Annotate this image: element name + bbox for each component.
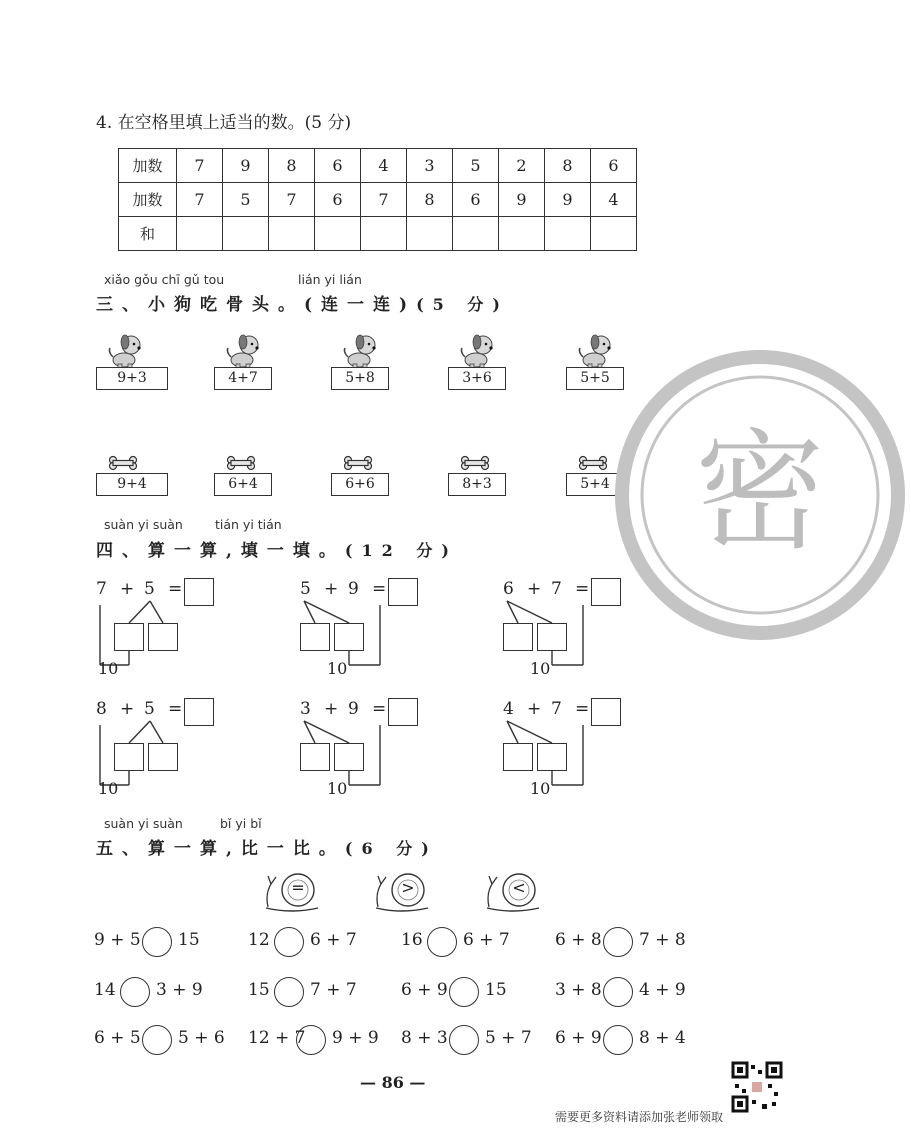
- plus-sign: +: [120, 579, 135, 599]
- compare-circle[interactable]: [142, 1025, 172, 1055]
- snail-sign: =: [291, 878, 305, 897]
- compare-circle[interactable]: [427, 927, 457, 957]
- compare-right: 15: [485, 980, 507, 1000]
- addend-b: 9: [348, 579, 359, 599]
- addend-b: 7: [551, 699, 562, 719]
- bone-expression[interactable]: 9+4: [96, 473, 168, 496]
- addend2-cell: 5: [223, 183, 269, 217]
- compare-circle[interactable]: [142, 927, 172, 957]
- addend-a: 8: [96, 699, 107, 719]
- sec5-title: 五、算一算,比一比。: [96, 839, 345, 859]
- addend2-cell: 9: [545, 183, 591, 217]
- dog-expression[interactable]: 3+6: [448, 367, 506, 390]
- bone-expression[interactable]: 6+6: [331, 473, 389, 496]
- sec5-heading: [96, 834, 438, 859]
- compare-left: 8 + 3: [401, 1028, 448, 1048]
- compare-left: 6 + 9: [555, 1028, 602, 1048]
- page-number: — 86 —: [360, 1073, 426, 1092]
- addend1-cell: 2: [499, 149, 545, 183]
- compare-left: 3 + 8: [555, 980, 602, 1000]
- plus-sign: +: [324, 699, 339, 719]
- dog-expression[interactable]: 5+8: [331, 367, 389, 390]
- qr-code-icon: [732, 1062, 782, 1112]
- compare-circle[interactable]: [603, 977, 633, 1007]
- addend2-cell: 4: [591, 183, 637, 217]
- compare-left: 9 + 5: [94, 930, 141, 950]
- compare-circle[interactable]: [449, 977, 479, 1007]
- addend-a: 5: [300, 579, 311, 599]
- addend1-cell: 3: [407, 149, 453, 183]
- compare-right: 6 + 7: [310, 930, 357, 950]
- addend-b: 7: [551, 579, 562, 599]
- compare-left: 12 + 7: [248, 1028, 306, 1048]
- addend2-cell: 8: [407, 183, 453, 217]
- bone-expression[interactable]: 5+4: [566, 473, 624, 496]
- compare-circle[interactable]: [449, 1025, 479, 1055]
- addend1-cell: 7: [177, 149, 223, 183]
- ten-label: 10: [98, 779, 119, 798]
- addend-a: 3: [300, 699, 311, 719]
- sec4-pinyin-b: tián yi tián: [215, 517, 282, 532]
- addend1-cell: 9: [223, 149, 269, 183]
- sec3-score: (5 分): [416, 295, 509, 314]
- row-label-addend: 加数: [119, 183, 177, 217]
- sec3-pinyin-a: xiǎo gǒu chī gǔ tou: [104, 272, 225, 287]
- compare-left: 6 + 9: [401, 980, 448, 1000]
- addend-b: 5: [144, 579, 155, 599]
- addend1-cell: 8: [269, 149, 315, 183]
- equals-sign: =: [372, 579, 387, 599]
- compare-right: 5 + 6: [178, 1028, 225, 1048]
- addend2-cell: 6: [315, 183, 361, 217]
- compare-right: 9 + 9: [332, 1028, 379, 1048]
- compare-circle[interactable]: [274, 977, 304, 1007]
- addend-b: 9: [348, 699, 359, 719]
- compare-right: 8 + 4: [639, 1028, 686, 1048]
- snail-sign: >: [401, 878, 415, 897]
- sec5-score: (6 分): [344, 839, 438, 858]
- compare-right: 4 + 9: [639, 980, 686, 1000]
- snail-sign: <: [512, 878, 526, 897]
- ten-label: 10: [530, 659, 551, 678]
- footer-note: 需要更多资料请添加张老师领取: [555, 1110, 724, 1124]
- addend-a: 7: [96, 579, 107, 599]
- compare-circle[interactable]: [296, 1025, 326, 1055]
- dog-expression[interactable]: 9+3: [96, 367, 168, 390]
- compare-circle[interactable]: [603, 927, 633, 957]
- equals-sign: =: [575, 699, 590, 719]
- compare-left: 12: [248, 930, 270, 950]
- addend2-cell: 6: [453, 183, 499, 217]
- sec3-title: 三、小狗吃骨头。(连一连): [96, 295, 417, 315]
- dog-expression[interactable]: 4+7: [214, 367, 272, 390]
- compare-left: 6 + 5: [94, 1028, 141, 1048]
- plus-sign: +: [324, 579, 339, 599]
- plus-sign: +: [527, 579, 542, 599]
- addend2-cell: 7: [361, 183, 407, 217]
- sec4-title: 四、算一算,填一填。: [96, 541, 345, 561]
- ten-label: 10: [530, 779, 551, 798]
- addend-a: 4: [503, 699, 514, 719]
- addend1-cell: 4: [361, 149, 407, 183]
- compare-circle[interactable]: [274, 927, 304, 957]
- sec4-score: (12 分): [344, 541, 458, 560]
- row-label-addend: 加数: [119, 149, 177, 183]
- addend2-cell: 7: [269, 183, 315, 217]
- equals-sign: =: [168, 699, 183, 719]
- compare-right: 6 + 7: [463, 930, 510, 950]
- q4-title: 4. 在空格里填上适当的数。(5 分): [96, 113, 352, 133]
- compare-left: 14: [94, 980, 116, 1000]
- snail-icon: [262, 868, 322, 914]
- equals-sign: =: [372, 699, 387, 719]
- compare-left: 15: [248, 980, 270, 1000]
- addend1-cell: 5: [453, 149, 499, 183]
- addend1-cell: 6: [315, 149, 361, 183]
- ten-label: 10: [327, 659, 348, 678]
- equals-sign: =: [168, 579, 183, 599]
- dog-expression[interactable]: 5+5: [566, 367, 624, 390]
- ten-label: 10: [327, 779, 348, 798]
- sec4-pinyin-a: suàn yi suàn: [104, 517, 183, 532]
- compare-circle[interactable]: [603, 1025, 633, 1055]
- seal-char: 密: [694, 416, 826, 568]
- compare-right: 7 + 8: [639, 930, 686, 950]
- snail-icon: [372, 868, 432, 914]
- plus-sign: +: [527, 699, 542, 719]
- equals-sign: =: [575, 579, 590, 599]
- addend1-cell: 6: [591, 149, 637, 183]
- bone-expression[interactable]: 8+3: [448, 473, 506, 496]
- compare-right: 5 + 7: [485, 1028, 532, 1048]
- compare-circle[interactable]: [120, 977, 150, 1007]
- addend-a: 6: [503, 579, 514, 599]
- compare-left: 6 + 8: [555, 930, 602, 950]
- sec5-pinyin-a: suàn yi suàn: [104, 816, 183, 831]
- ten-label: 10: [98, 659, 119, 678]
- addend2-cell: 9: [499, 183, 545, 217]
- sec5-pinyin-b: bǐ yi bǐ: [220, 816, 262, 831]
- row-label-sum: 和: [119, 217, 177, 251]
- addend1-cell: 8: [545, 149, 591, 183]
- plus-sign: +: [120, 699, 135, 719]
- addend2-cell: 7: [177, 183, 223, 217]
- snail-icon: [483, 868, 543, 914]
- compare-right: 15: [178, 930, 200, 950]
- bone-expression[interactable]: 6+4: [214, 473, 272, 496]
- compare-right: 7 + 7: [310, 980, 357, 1000]
- compare-right: 3 + 9: [156, 980, 203, 1000]
- sec3-pinyin-b: lián yi lián: [298, 272, 362, 287]
- compare-left: 16: [401, 930, 423, 950]
- addend-b: 5: [144, 699, 155, 719]
